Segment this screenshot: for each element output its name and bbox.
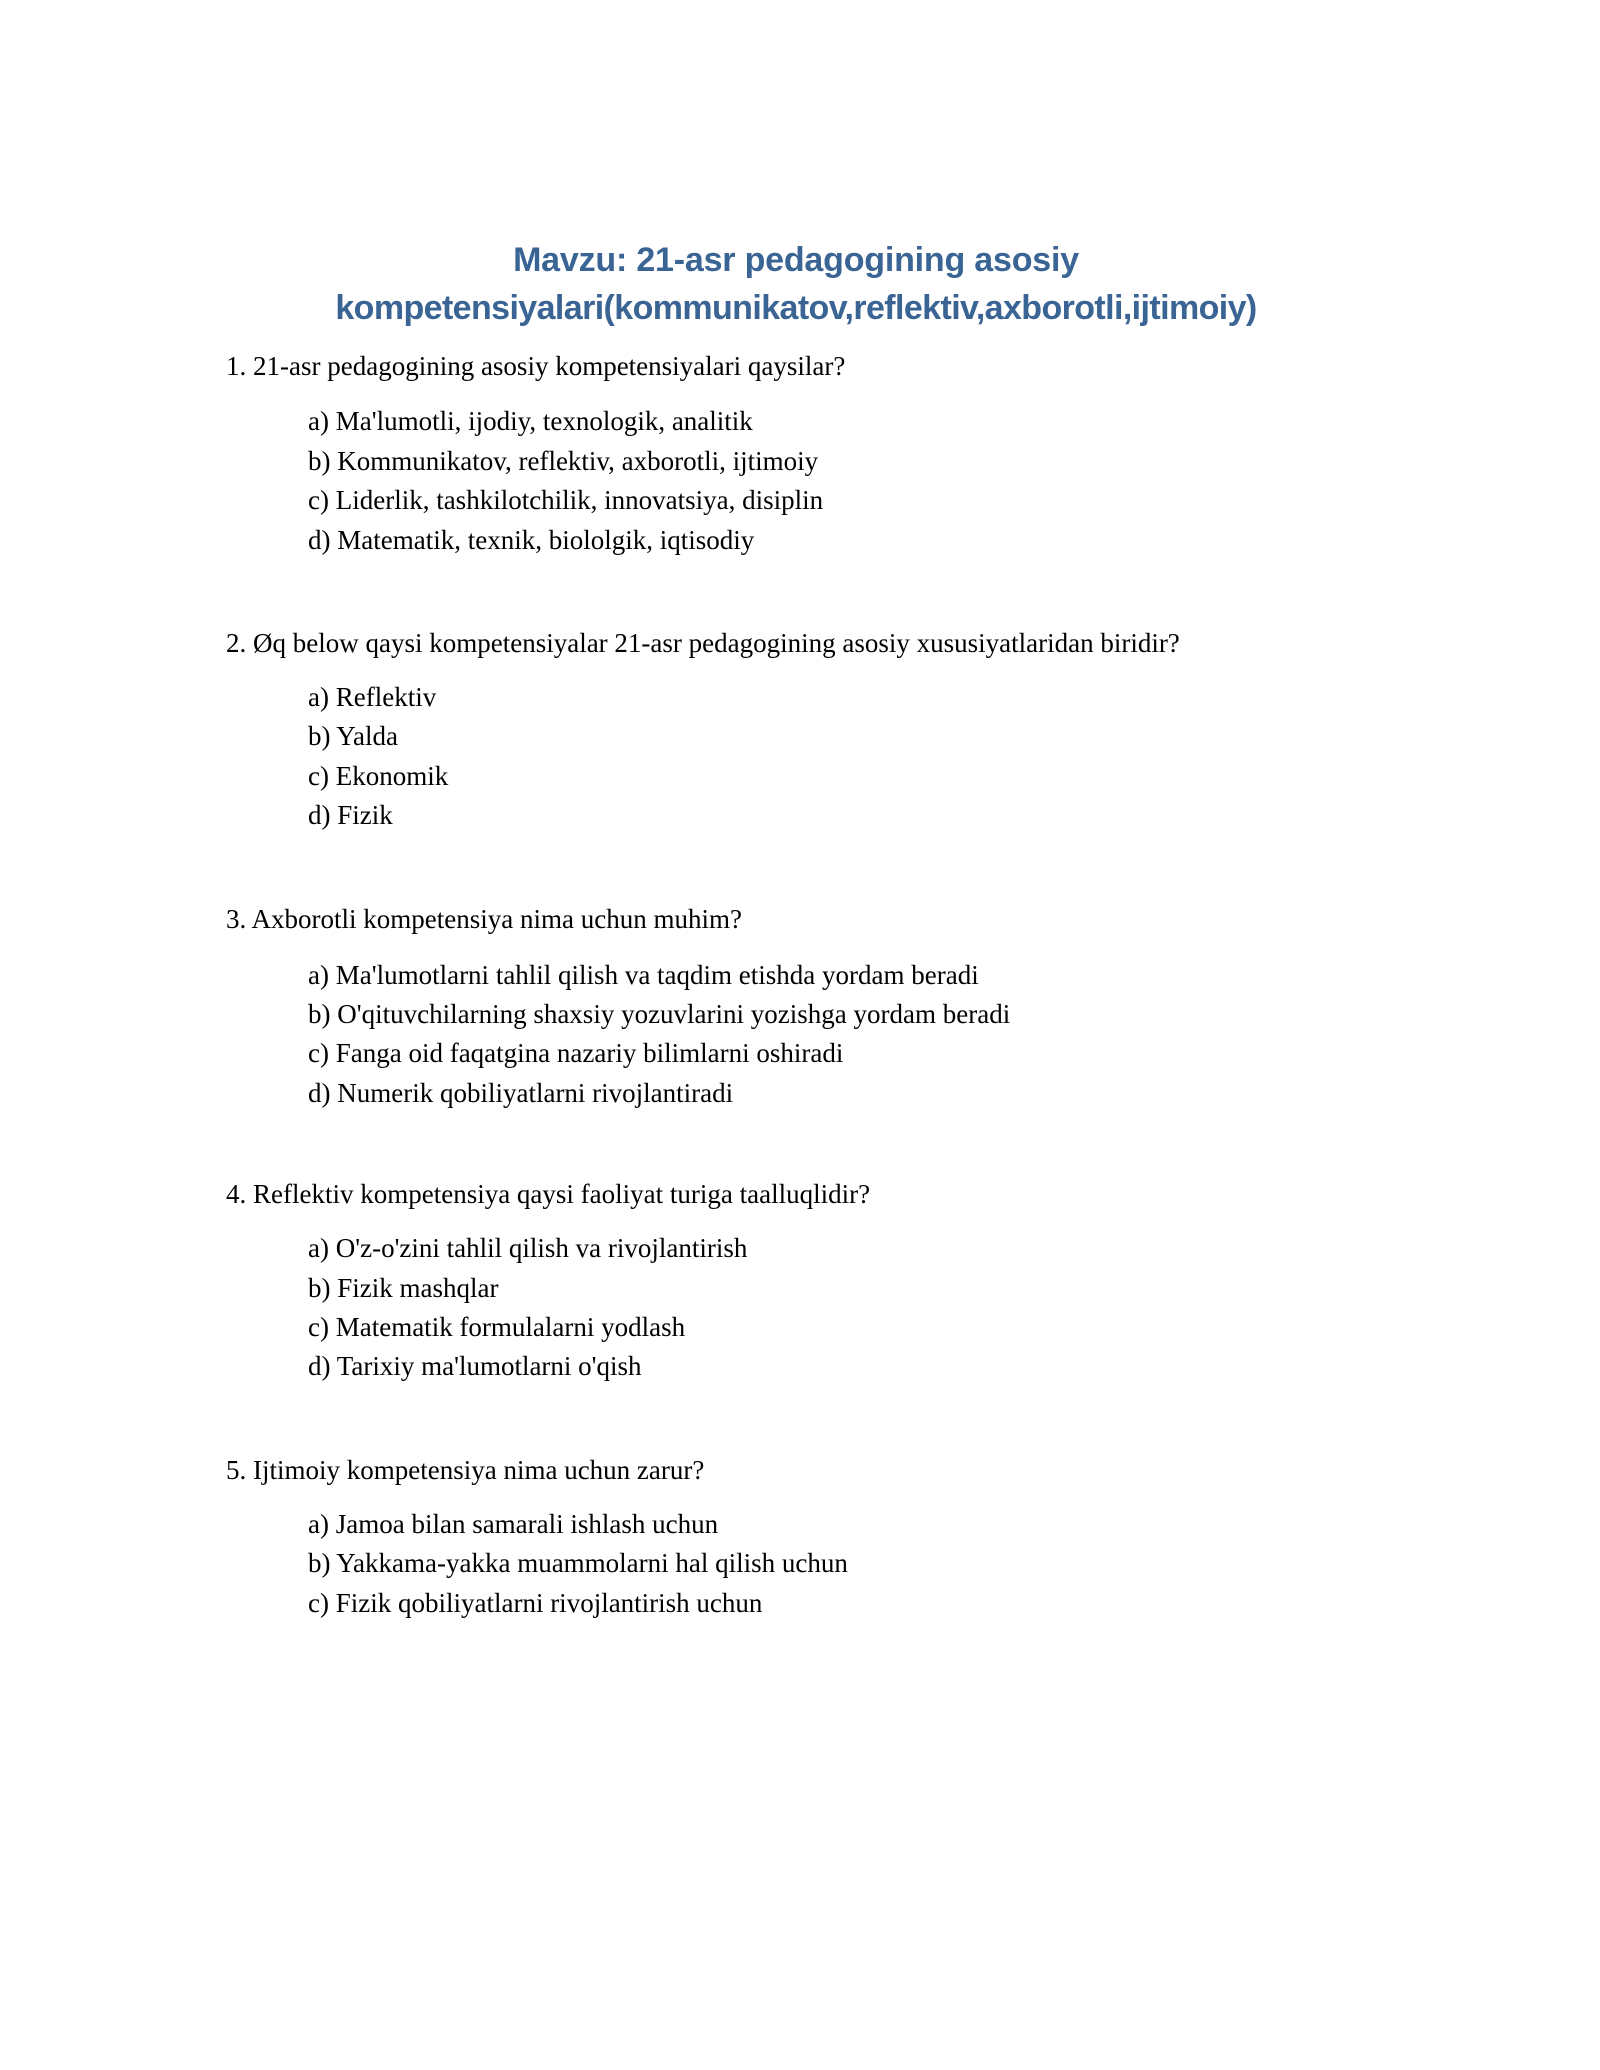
option-item-3a[interactable]: a) Ma'lumotlarni tahlil qilish va taqdim etishda yordam beradi: [308, 959, 979, 990]
option-item-4d[interactable]: d) Tarixiy ma'lumotlarni o'qish: [308, 1351, 642, 1382]
option-item-4b[interactable]: b) Fizik mashqlar: [308, 1272, 499, 1303]
option-list-3: [226, 956, 1366, 1114]
question-text-1: 1. 21-asr pedagogining asosiy kompetensiyalari qaysilar?: [226, 350, 846, 381]
document-title-line-2: kompetensiyalari(kommunikatov,reflektiv,axborotli,ijtimoiy): [335, 289, 1257, 328]
option-item-2c[interactable]: c) Ekonomik: [308, 760, 449, 791]
option-list-2: [226, 678, 1366, 836]
option-item-2b[interactable]: b) Yalda: [308, 721, 399, 752]
option-item-1c[interactable]: c) Liderlik, tashkilotchilik, innovatsiya, disiplin: [308, 485, 824, 516]
question-text-4: 4. Reflektiv kompetensiya qaysi faoliyat turiga taalluqlidir?: [226, 1179, 871, 1210]
option-item-3d[interactable]: d) Numerik qobiliyatlarni rivojlantiradi: [308, 1077, 734, 1108]
question-block-4: [226, 1175, 1366, 1387]
document-title-line-1: Mavzu: 21-asr pedagogining asosiy: [513, 241, 1079, 279]
option-item-1b[interactable]: b) Kommunikatov, reflektiv, axborotli, ijtimoiy: [308, 445, 819, 476]
question-text-3: 3. Axborotli kompetensiya nima uchun muhim?: [226, 903, 742, 934]
option-list-5: [226, 1505, 1366, 1623]
document-content: [226, 236, 1366, 1623]
option-item-5b[interactable]: b) Yakkama-yakka muammolarni hal qilish uchun: [308, 1548, 848, 1579]
option-item-4c[interactable]: c) Matematik formulalarni yodlash: [308, 1312, 686, 1343]
option-item-2d[interactable]: d) Fizik: [308, 800, 393, 831]
option-item-4a[interactable]: a) O'z-o'zini tahlil qilish va rivojlantirish: [308, 1233, 748, 1264]
question-block-1: [226, 347, 1366, 561]
option-item-3c[interactable]: c) Fanga oid faqatgina nazariy bilimlarni oshiradi: [308, 1038, 844, 1069]
question-text-5: 5. Ijtimoiy kompetensiya nima uchun zarur?: [226, 1454, 705, 1485]
document-title: [226, 236, 1366, 333]
option-item-1d[interactable]: d) Matematik, texnik, biololgik, iqtisodiy: [308, 524, 755, 555]
question-block-2: [226, 624, 1366, 836]
option-item-5c[interactable]: c) Fizik qobiliyatlarni rivojlantirish uchun: [308, 1587, 763, 1618]
option-list-4: [226, 1229, 1366, 1387]
question-block-5: [226, 1451, 1366, 1623]
question-text-2: 2. Øq below qaysi kompetensiyalar 21-asr pedagogining asosiy xususiyatlaridan biridir?: [226, 628, 1180, 659]
option-list-1: [226, 402, 1366, 560]
option-item-3b[interactable]: b) O'qituvchilarning shaxsiy yozuvlarini yozishga yordam beradi: [308, 999, 1011, 1030]
option-item-5a[interactable]: a) Jamoa bilan samarali ishlash uchun: [308, 1508, 719, 1539]
question-block-3: [226, 900, 1366, 1114]
option-item-2a[interactable]: a) Reflektiv: [308, 682, 437, 713]
option-item-1a[interactable]: a) Ma'lumotli, ijodiy, texnologik, analitik: [308, 406, 753, 437]
